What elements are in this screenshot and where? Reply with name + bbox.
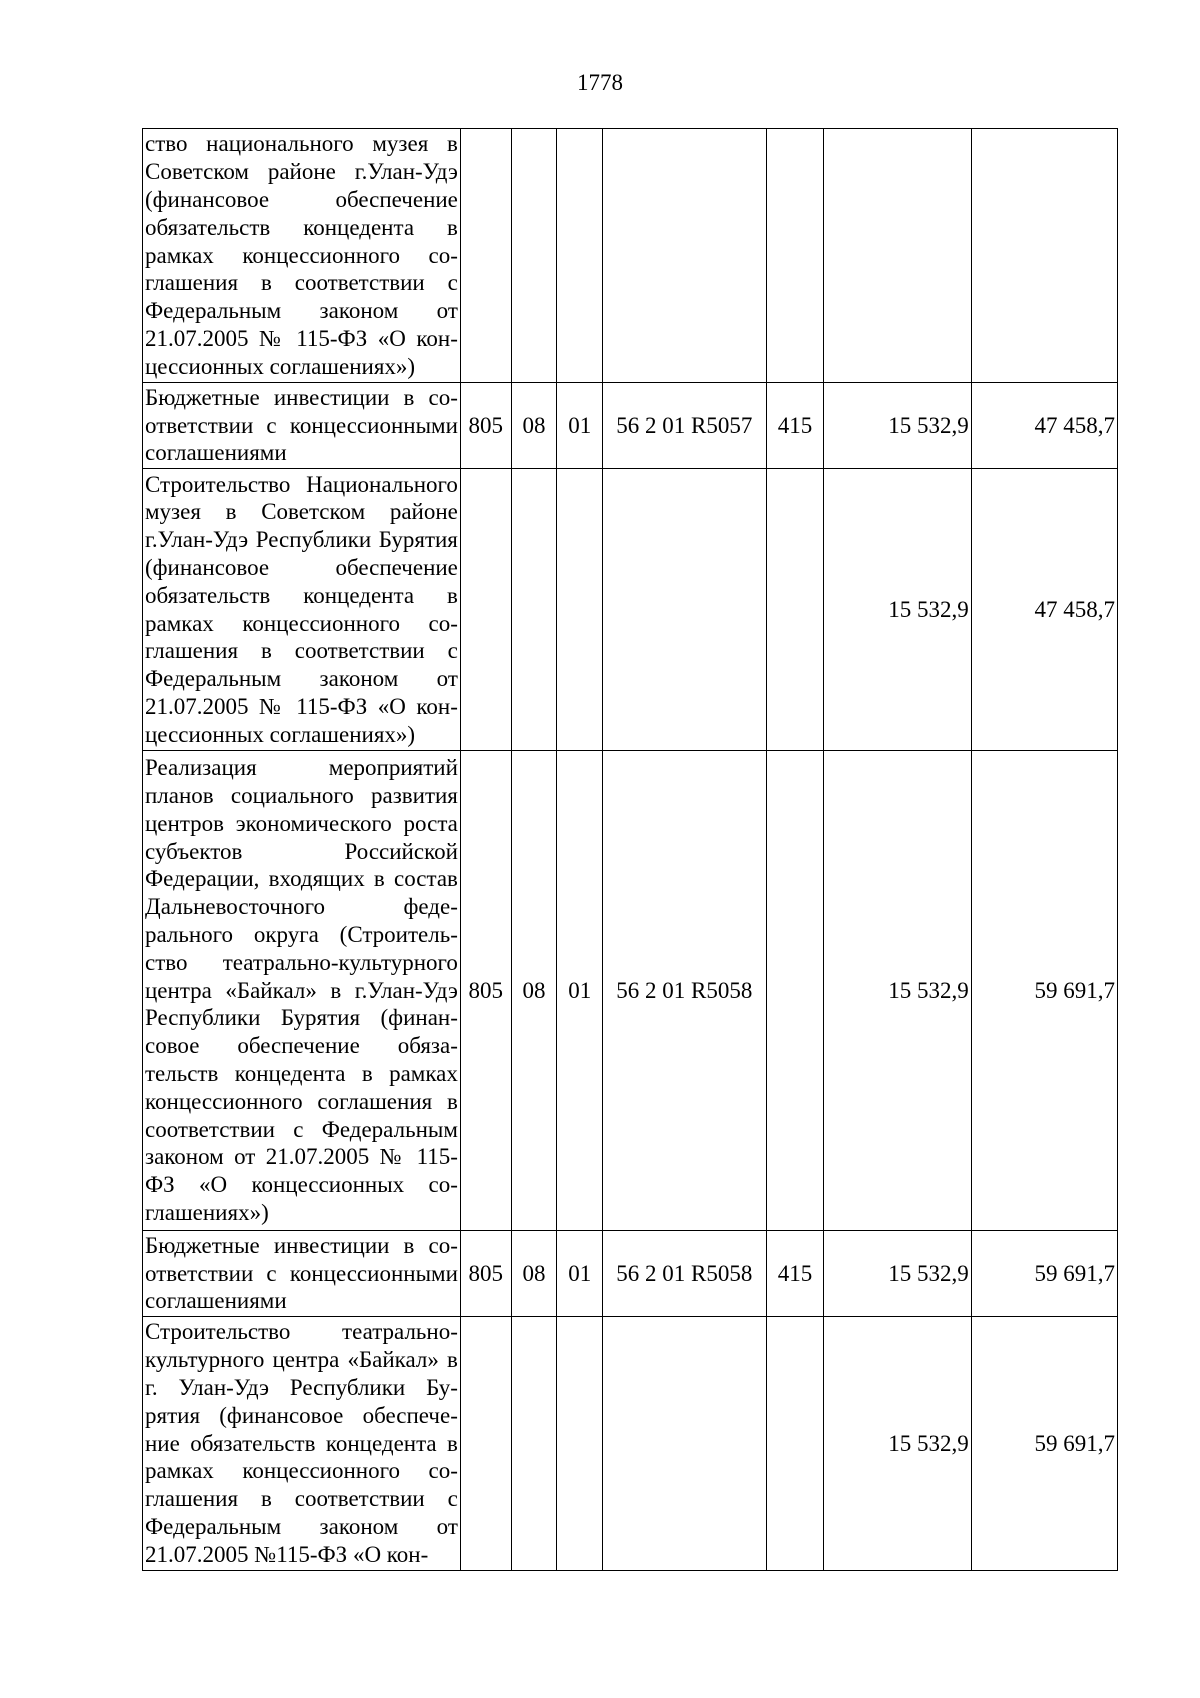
description-cell: Бюджетные инвестиции в соответствии с концессионными соглашениями [143, 1231, 461, 1317]
amount-1-cell: 15 532,9 [824, 383, 971, 469]
table-row [143, 383, 1118, 469]
table-row [143, 1317, 1118, 1571]
expense-type-cell [766, 129, 824, 383]
amount-1-cell: 15 532,9 [824, 751, 971, 1231]
amount-2-cell: 59 691,7 [971, 1231, 1117, 1317]
section-code-cell: 08 [511, 1231, 557, 1317]
subsection-code-cell: 01 [557, 751, 603, 1231]
table-row [143, 751, 1118, 1231]
target-article-cell: 56 2 01 R5057 [603, 383, 767, 469]
amount-1-cell: 15 532,9 [824, 469, 971, 751]
section-code-cell [511, 1317, 557, 1571]
description-cell: Строительство Национального музея в Советском районе г.Улан-Удэ Республики Бурятия (финансовое обеспечение обязательств концедента в рамках концессионного соглашения в соответствии с Федеральным законом от 21.07.2005 № 115-ФЗ «О концессионных соглашениях») [143, 469, 461, 751]
subsection-code-cell [557, 469, 603, 751]
amount-2-cell [971, 129, 1117, 383]
section-code-cell [511, 469, 557, 751]
description-cell: Бюджетные инвестиции в соответствии с концессионными соглашениями [143, 383, 461, 469]
table-row [143, 469, 1118, 751]
ministry-code-cell [460, 1317, 511, 1571]
expense-type-cell [766, 751, 824, 1231]
ministry-code-cell: 805 [460, 751, 511, 1231]
subsection-code-cell [557, 1317, 603, 1571]
description-cell: Строительство театрально-культурного центра «Байкал» в г. Улан-Удэ Республики Бурятия (финансовое обеспечение обязательств концедента в рамках концессионного соглашения в соответствии с Федеральным законом от 21.07.2005 №115-ФЗ «О кон- [143, 1317, 461, 1571]
section-code-cell: 08 [511, 383, 557, 469]
ministry-code-cell: 805 [460, 1231, 511, 1317]
ministry-code-cell [460, 129, 511, 383]
target-article-cell [603, 1317, 767, 1571]
target-article-cell [603, 469, 767, 751]
table-row [143, 1231, 1118, 1317]
ministry-code-cell: 805 [460, 383, 511, 469]
amount-1-cell [824, 129, 971, 383]
subsection-code-cell: 01 [557, 383, 603, 469]
description-cell: Реализация мероприятий планов социального развития центров экономического роста субъектов Российской Федерации, входящих в состав Дальневосточного федерального округа (Строительство театрально-культурного центра «Байкал» в г.Улан-Удэ Республики Бурятия (финансовое обеспечение обязательств концедента в рамках концессионного соглашения в соответствии с Федеральным законом от 21.07.2005 № 115-ФЗ «О концессионных соглашениях») [143, 751, 461, 1231]
subsection-code-cell: 01 [557, 1231, 603, 1317]
budget-table [142, 128, 1118, 1571]
expense-type-cell [766, 1317, 824, 1571]
amount-2-cell: 59 691,7 [971, 1317, 1117, 1571]
subsection-code-cell [557, 129, 603, 383]
amount-1-cell: 15 532,9 [824, 1317, 971, 1571]
target-article-cell [603, 129, 767, 383]
amount-2-cell: 59 691,7 [971, 751, 1117, 1231]
table-row [143, 129, 1118, 383]
amount-2-cell: 47 458,7 [971, 383, 1117, 469]
description-cell: ство национального музея в Советском районе г.Улан-Удэ (финансовое обеспечение обязательств концедента в рамках концессионного соглашения в соответствии с Федеральным законом от 21.07.2005 № 115-ФЗ «О концессионных соглашениях») [143, 129, 461, 383]
section-code-cell: 08 [511, 751, 557, 1231]
page-number: 1778 [577, 70, 623, 95]
target-article-cell: 56 2 01 R5058 [603, 751, 767, 1231]
target-article-cell: 56 2 01 R5058 [603, 1231, 767, 1317]
expense-type-cell [766, 469, 824, 751]
amount-2-cell: 47 458,7 [971, 469, 1117, 751]
section-code-cell [511, 129, 557, 383]
expense-type-cell: 415 [766, 383, 824, 469]
ministry-code-cell [460, 469, 511, 751]
amount-1-cell: 15 532,9 [824, 1231, 971, 1317]
expense-type-cell: 415 [766, 1231, 824, 1317]
